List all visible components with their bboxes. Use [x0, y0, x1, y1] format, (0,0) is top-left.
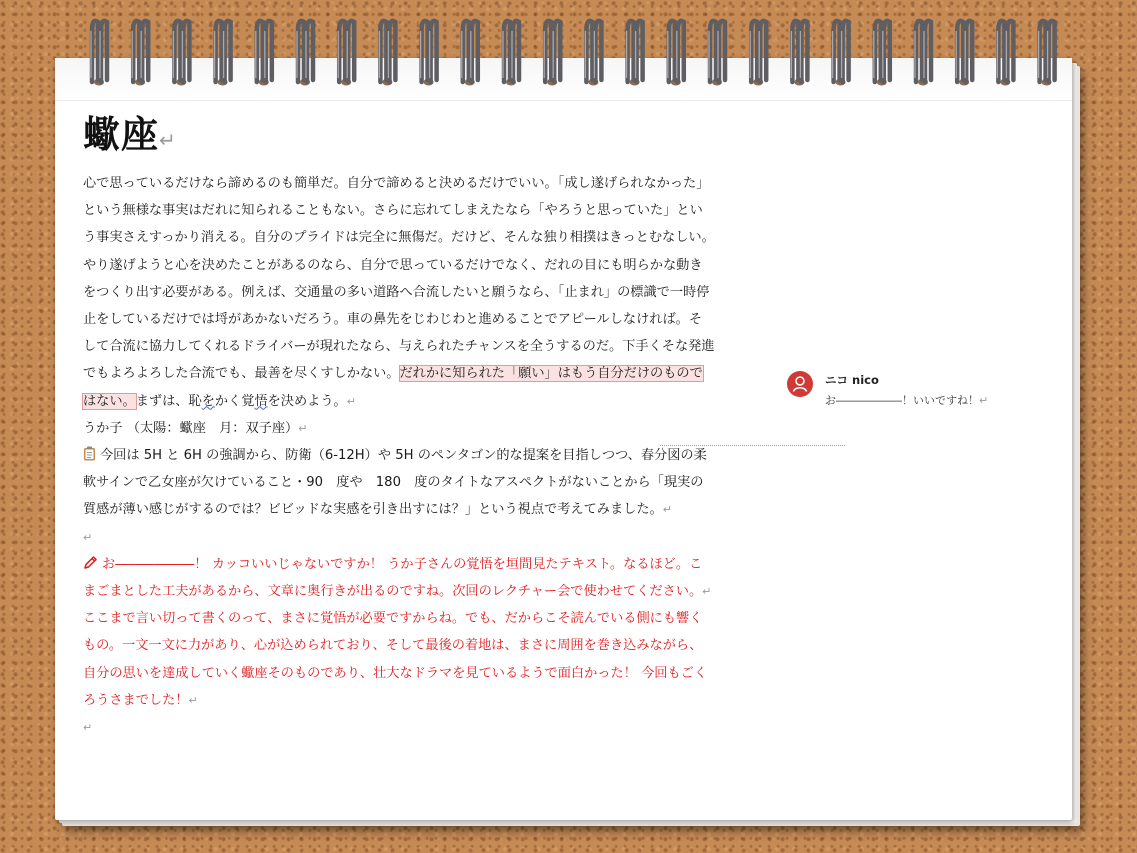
document-title-text: 蠍座 — [83, 113, 159, 156]
return-mark-icon: ↵ — [662, 503, 672, 517]
comment-connector-line — [660, 445, 845, 446]
author-text: うか子 （太陽：蠍座 月：双子座） — [83, 420, 299, 436]
comment-text-body: お――――――！いいですね！ — [825, 394, 979, 407]
note-text: 今回は 5H と 6H の強調から、防衛（6-12H）や 5H のペンタゴン的な提案を目指しつつ、春分図の柔軟サインで乙女座が欠けていること・90 度や 180 度のタイトなアスペクトがないことから「現実の質感が薄い感じがするのでは？ビビッドな実感を引き出すには？」という視点で考えてみました。 — [83, 448, 707, 518]
user-avatar-icon — [787, 371, 813, 397]
feedback-paragraph — [83, 605, 715, 714]
person-icon — [787, 371, 813, 397]
empty-paragraph — [83, 524, 715, 551]
essay-text-end: まずは、恥 — [135, 393, 202, 409]
return-mark-icon: ↵ — [298, 421, 308, 435]
return-mark-icon: ↵ — [83, 530, 93, 544]
page-binding-band — [55, 58, 1072, 101]
comment-text[interactable] — [825, 392, 988, 408]
return-mark-icon: ↵ — [702, 585, 712, 599]
feedback-text: お――――――！ カッコいいじゃないですか！ うか子さんの覚悟を垣間見たテキスト。なるほど。こまごまとした工夫があるから、文章に奥行きが出るのですね。次回のレクチャー会で使わせてください。 — [83, 556, 703, 600]
return-mark-icon: ↵ — [188, 693, 198, 707]
clipboard-icon — [83, 446, 96, 461]
return-mark-icon: ↵ — [83, 721, 93, 735]
pencil-icon — [83, 555, 98, 570]
return-mark-icon: ↵ — [346, 394, 356, 408]
essay-text: 心で思っているだけなら諦めるのも簡単だ。自分で諦めると決めるだけでいい。「成し遂げられなかった」という無様な事実はだれに知られることもない。さらに忘れてしまえたなら「やろうと思っていた」という事実さえすっかり消える。自分のプライドは完全に無傷だ。だけど、そんな独り相撲はきっとむなしい。やり遂げようと心を決めたことがあるのなら、自分で思っているだけでなく、だれの目にも明らかな動きをつくり出す必要がある。例えば、交通量の多い道路へ合流したいと願うなら、「止まれ」の標識で一時停止をしているだけでは埒があかないだろう。車の鼻先をじわじわと進めることでアピールしなければ。そして合流に協力してくれるドライバーが現れたなら、与えられたチャンスを全うするのだ。下手くそな発進でもよろよろした合流でも、最善を尽くすしかない。 — [83, 176, 715, 382]
return-mark-icon: ↵ — [979, 394, 989, 407]
empty-paragraph — [83, 714, 715, 741]
feedback-paragraph — [83, 551, 715, 605]
author-line — [83, 415, 715, 442]
comment-author: ニコ nico — [825, 373, 879, 387]
document-body[interactable] — [83, 170, 715, 741]
document-title[interactable] — [83, 104, 177, 158]
paragraph-mark-icon: ↵ — [159, 128, 177, 152]
essay-text-end: を決めよう。 — [267, 393, 347, 409]
spelling-mark[interactable]: を — [201, 393, 215, 409]
essay-text-end: かく覚 — [214, 393, 255, 409]
comment-highlight[interactable]: だれかに知られた「願い」はもう自分だけのものではない。 — [83, 366, 703, 409]
notebook-page — [55, 58, 1072, 820]
feedback-text: ここまで言い切って書くのって、まさに覚悟が必要ですからね。でも、だからこそ読んでいる側にも響くもの。一文一文に力があり、心が込められており、そして最後の着地は、まさに周囲を巻き込みながら、自分の思いを達成していく蠍座そのものであり、壮大なドラマを見ているようで面白かった！ 今回もごくろうさまでした！ — [83, 611, 708, 708]
essay-paragraph — [83, 170, 715, 415]
spelling-mark[interactable]: 悟 — [254, 393, 268, 409]
note-paragraph — [83, 442, 715, 524]
